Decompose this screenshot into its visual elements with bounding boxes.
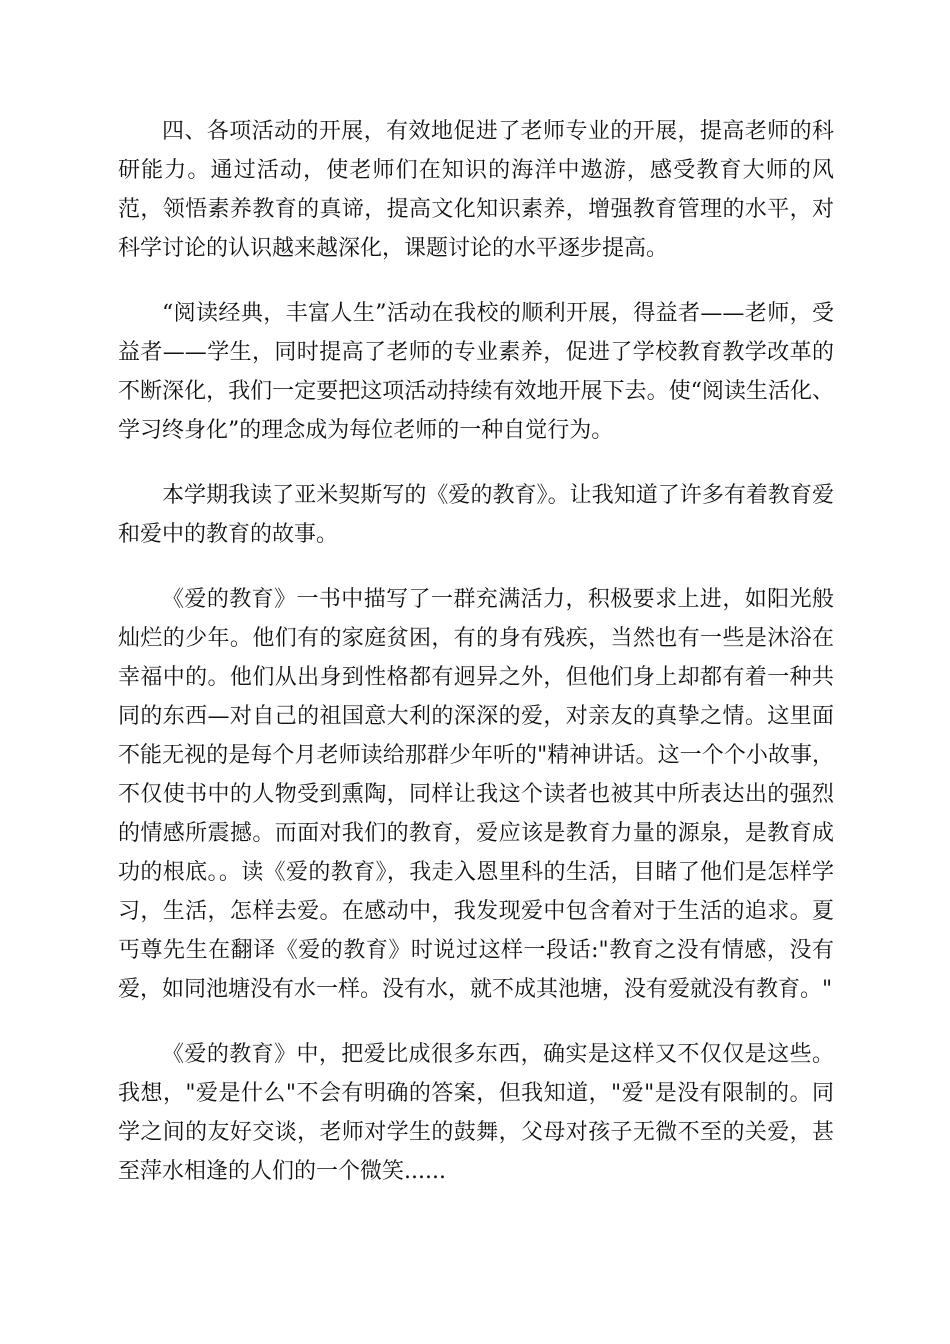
paragraph-reading-classics: “阅读经典，丰富人生”活动在我校的顺利开展，得益者——老师，受益者——学生，同时提高了老师的专业素养，促进了学校教育教学改革的不断深化，我们一定要把这项活动持续有效地开展下去。使“阅读生活化、学习终身化”的理念成为每位老师的一种自觉行为。 [118,301,834,443]
paragraph-book-intro: 本学期我读了亚米契斯写的《爱的教育》。让我知道了许多有着教育爱和爱中的教育的故事。 [118,483,834,547]
paragraph-love-reflection: 《爱的教育》中，把爱比成很多东西，确实是这样又不仅仅是这些。我想，"爱是什么"不会有明确的答案，但我知道，"爱"是没有限制的。同学之间的友好交谈，老师对学生的鼓舞，父母对孩子无微不至的关爱，甚至萍水相逢的人们的一个微笑...... [118,1042,834,1184]
paragraph-activities: 四、各项活动的开展，有效地促进了老师专业的开展，提高老师的科研能力。通过活动，使老师们在知识的海洋中遨游，感受教育大师的风范，领悟素养教育的真谛，提高文化知识素养，增强教育管理的水平，对科学讨论的认识越来越深化，课题讨论的水平逐步提高。 [118,119,834,261]
paragraph-book-description: 《爱的教育》一书中描写了一群充满活力，积极要求上进，如阳光般灿烂的少年。他们有的家庭贫困，有的身有残疾，当然也有一些是沐浴在幸福中的。他们从出身到性格都有迥异之外，但他们身上却都有着一种共同的东西—对自己的祖国意大利的深深的爱，对亲友的真挚之情。这里面不能无视的是每个月老师读给那群少年听的"精神讲话。这一个个小故事，不仅使书中的人物受到熏陶，同样让我这个读者也被其中所表达出的强烈的情感所震撼。而面对我们的教育，爱应该是教育力量的源泉，是教育成功的根底。。读《爱的教育》，我走入恩里科的生活，目睹了他们是怎样学习，生活，怎样去爱。在感动中，我发现爱中包含着对于生活的追求。夏丐尊先生在翻译《爱的教育》时说过这样一段话:"教育之没有情感，没有爱，如同池塘没有水一样。没有水，就不成其池塘，没有爱就没有教育。" [118,587,834,1002]
document-body [118,112,834,1217]
